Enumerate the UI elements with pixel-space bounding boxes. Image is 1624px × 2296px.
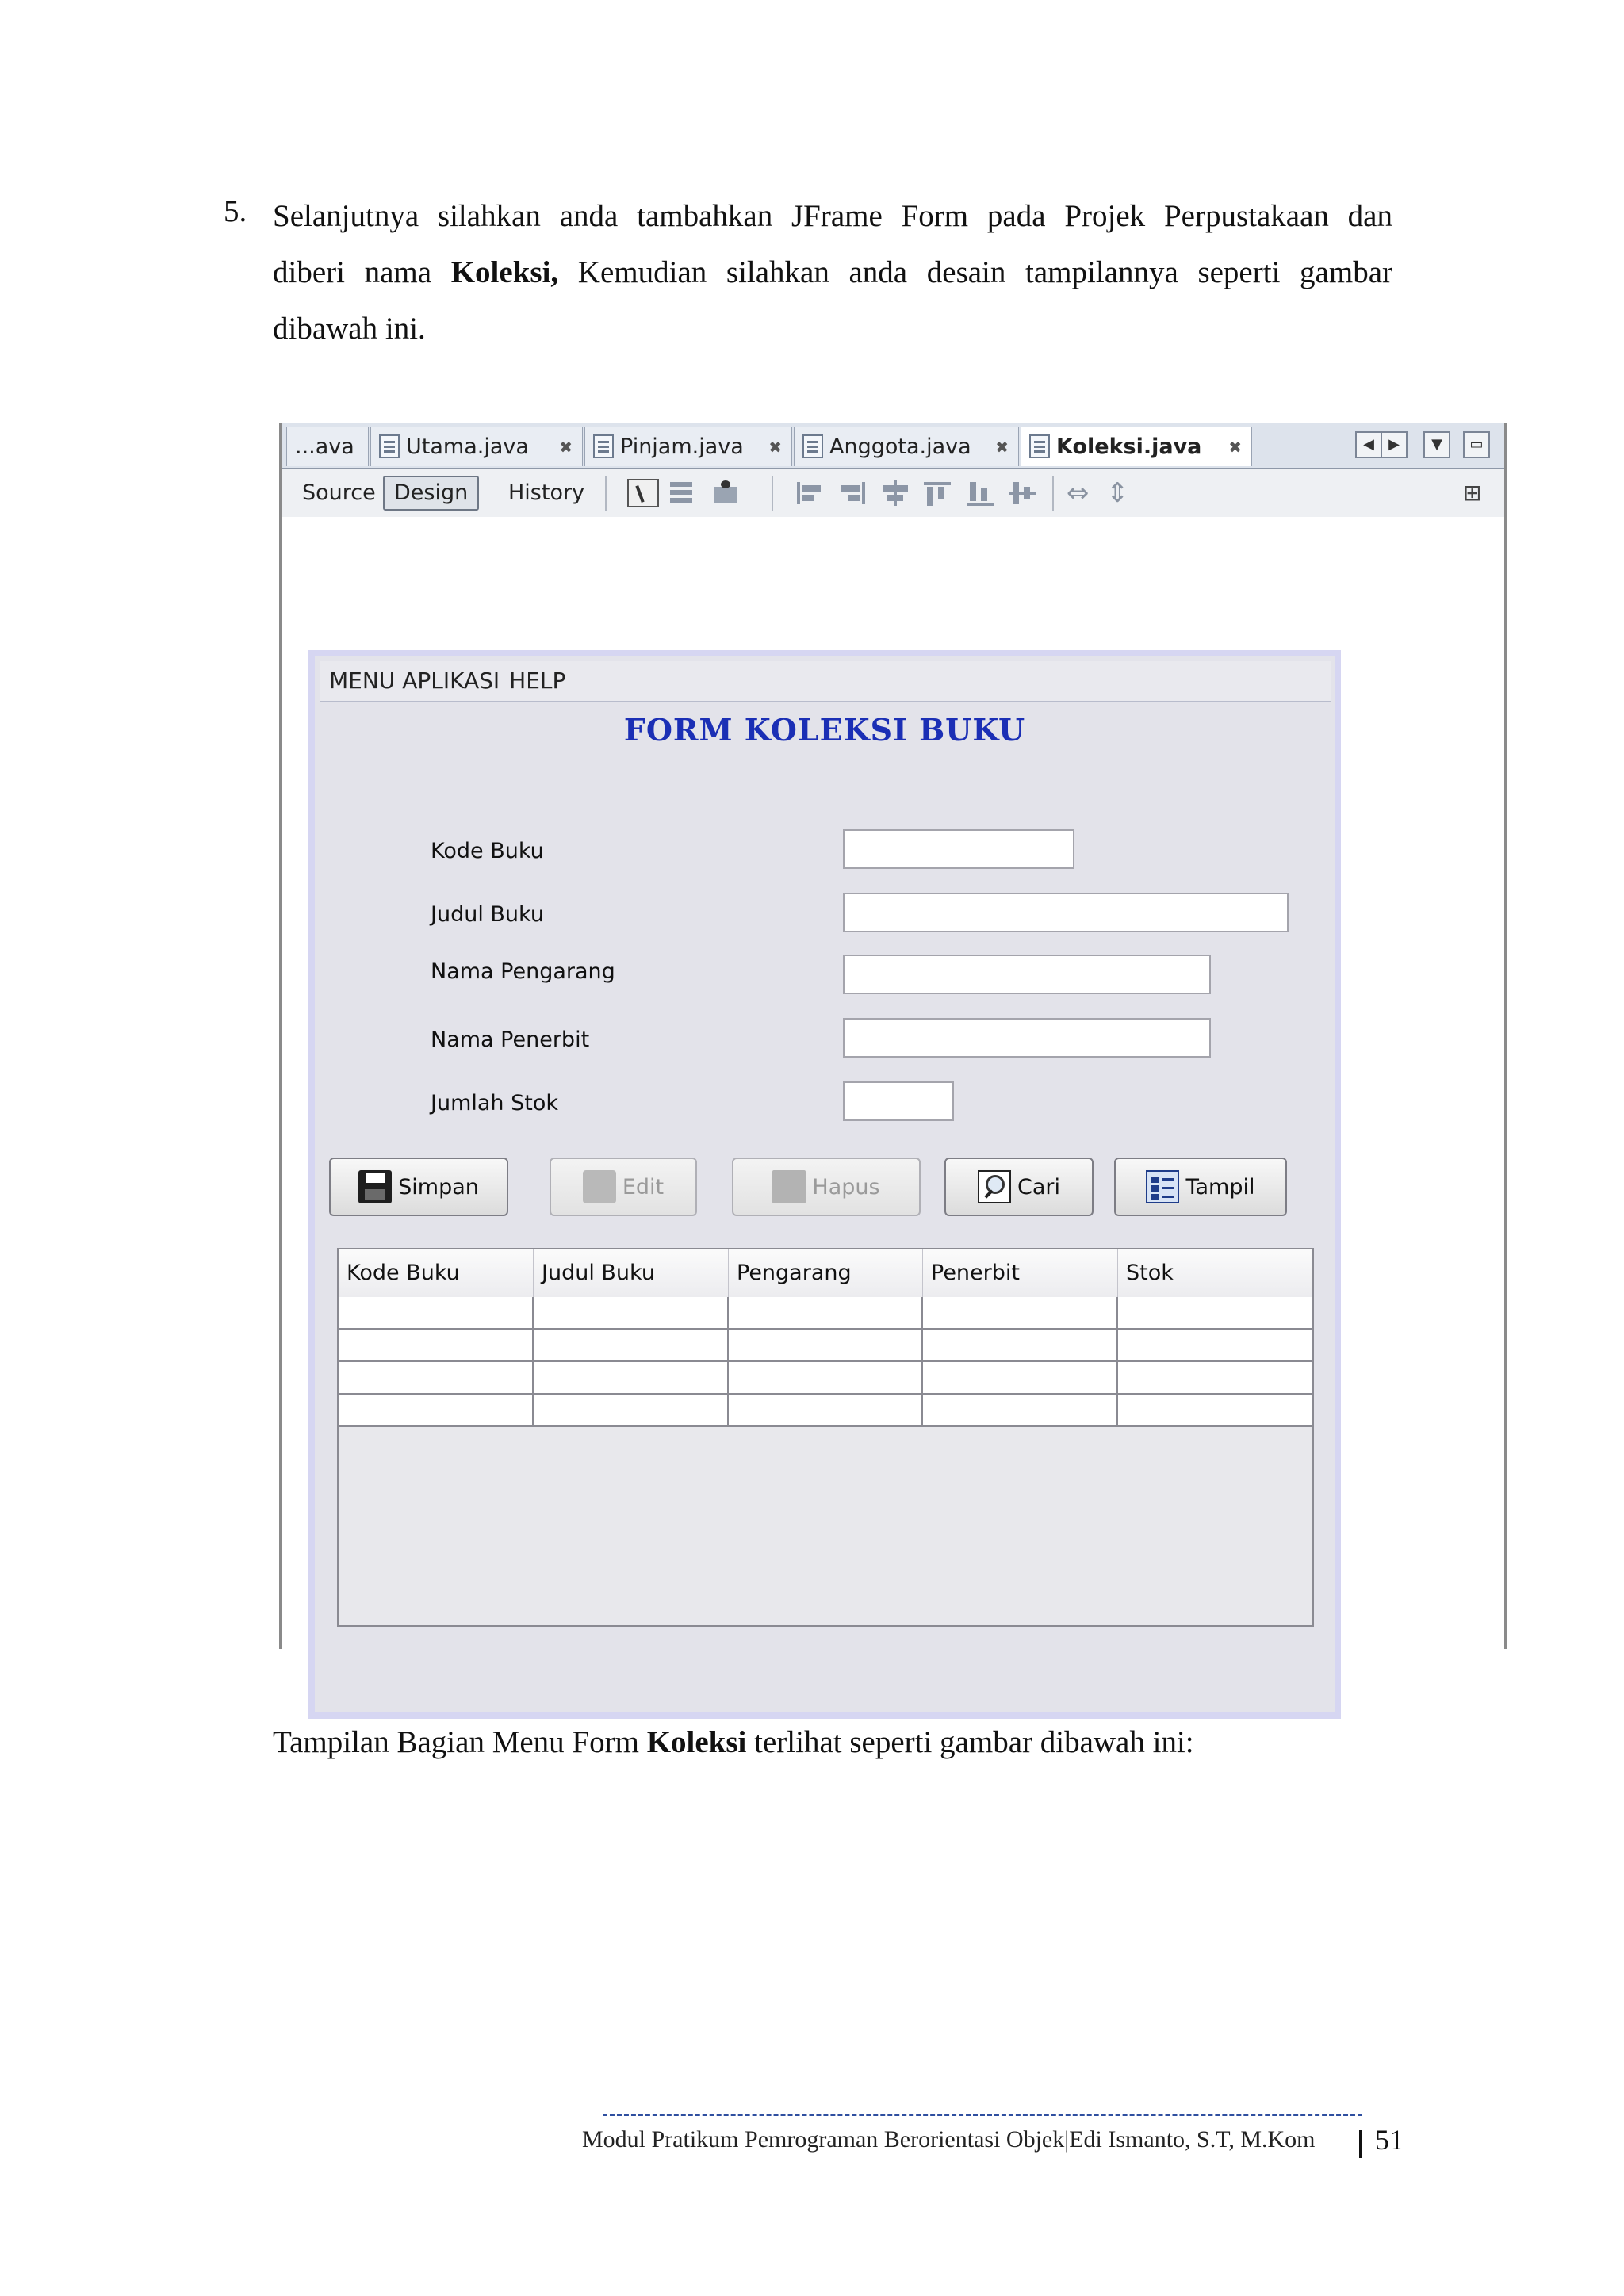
judul-buku-input[interactable]	[843, 893, 1289, 932]
jumlah-stok-input[interactable]	[843, 1081, 954, 1121]
close-tab-icon[interactable]: ✖	[1228, 438, 1242, 457]
table-header	[339, 1249, 1312, 1298]
preview-design-icon[interactable]	[710, 479, 741, 507]
table-cell[interactable]	[339, 1395, 534, 1427]
step-line-2-post: Kemudian silahkan anda desain tampilannya seperti gambar	[558, 255, 1392, 289]
step-number: 5.	[224, 194, 247, 228]
table-cell[interactable]	[339, 1330, 534, 1362]
table-cell[interactable]	[729, 1330, 923, 1362]
java-file-icon	[1029, 434, 1050, 458]
tab-label: Pinjam.java	[620, 434, 744, 459]
align-top-icon[interactable]	[922, 479, 954, 507]
close-tab-icon[interactable]: ✖	[559, 438, 573, 457]
hapus-button[interactable]	[732, 1158, 921, 1216]
java-file-icon	[802, 434, 823, 458]
label-judul-buku: Judul Buku	[431, 902, 544, 927]
step-line-3: dibawah ini.	[273, 312, 426, 346]
simpan-button[interactable]	[329, 1158, 508, 1216]
table-cell[interactable]	[534, 1362, 729, 1395]
after-text-post: terlihat seperti gambar dibawah ini:	[746, 1725, 1194, 1759]
step-line-1: Selanjutnya silahkan anda tambahkan JFrame Form pada Projek Perpustakaan dan	[273, 199, 1392, 233]
search-icon	[978, 1170, 1011, 1203]
list-icon	[1146, 1170, 1179, 1203]
tab-label: Koleksi.java	[1056, 434, 1202, 459]
table-cell[interactable]	[923, 1395, 1118, 1427]
selection-mode-icon[interactable]	[627, 479, 659, 507]
tampil-button-label: Tampil	[1185, 1174, 1255, 1200]
menu-aplikasi[interactable]: MENU APLIKASI	[329, 668, 500, 694]
label-nama-pengarang: Nama Pengarang	[431, 959, 615, 984]
save-icon	[358, 1170, 392, 1203]
table-row[interactable]	[339, 1330, 1312, 1362]
close-tab-icon[interactable]: ✖	[768, 438, 782, 457]
table-cell[interactable]	[1118, 1297, 1312, 1330]
tab-list-dropdown-icon[interactable]: ▼	[1423, 431, 1450, 458]
table-cell[interactable]	[729, 1297, 923, 1330]
close-tab-icon[interactable]: ✖	[995, 438, 1009, 457]
tab-pinjam[interactable]	[584, 427, 792, 466]
align-right-icon[interactable]	[837, 479, 868, 507]
tab-utama[interactable]	[370, 427, 583, 466]
java-file-icon	[593, 434, 614, 458]
toolbar-separator	[772, 476, 773, 511]
kode-buku-input[interactable]	[843, 829, 1074, 869]
toolbar-separator	[1052, 476, 1054, 511]
tampil-button[interactable]	[1114, 1158, 1287, 1216]
footer-dashed-line	[603, 2114, 1362, 2116]
after-text-bold: Koleksi	[646, 1725, 747, 1759]
table-row[interactable]	[339, 1297, 1312, 1330]
column-kode-buku[interactable]: Kode Buku	[339, 1249, 534, 1297]
center-vertically-icon[interactable]	[1008, 479, 1040, 507]
table-cell[interactable]	[534, 1330, 729, 1362]
footer-module-title: Modul Pratikum Pemrograman Berorientasi Objek|Edi Ismanto, S.T, M.Kom	[582, 2126, 1316, 2152]
table-row[interactable]	[339, 1395, 1312, 1427]
footer-separator	[1359, 2130, 1362, 2158]
label-nama-penerbit: Nama Penerbit	[431, 1027, 590, 1052]
table-cell[interactable]	[339, 1362, 534, 1395]
vertical-resize-icon[interactable]: ⇕	[1106, 477, 1129, 509]
frame-border-right	[1504, 423, 1507, 1649]
edit-icon	[583, 1170, 616, 1203]
table-cell[interactable]	[923, 1330, 1118, 1362]
table-cell[interactable]	[729, 1362, 923, 1395]
jframe-form-koleksi	[308, 650, 1341, 1719]
table-cell[interactable]	[729, 1395, 923, 1427]
ide-screenshot	[279, 423, 1507, 1649]
palette-grid-icon[interactable]: ⊞	[1463, 480, 1482, 506]
edit-button-label: Edit	[622, 1174, 665, 1200]
source-view-button[interactable]: Source	[302, 480, 376, 505]
column-judul-buku[interactable]: Judul Buku	[534, 1249, 729, 1297]
design-view-button[interactable]: Design	[383, 476, 479, 511]
delete-icon	[772, 1170, 806, 1203]
label-jumlah-stok: Jumlah Stok	[431, 1091, 558, 1115]
table-cell[interactable]	[923, 1297, 1118, 1330]
nama-pengarang-input[interactable]	[843, 955, 1211, 994]
design-canvas	[282, 517, 1504, 1649]
menu-help[interactable]: HELP	[509, 668, 566, 694]
column-pengarang[interactable]: Pengarang	[729, 1249, 923, 1297]
history-view-button[interactable]: History	[508, 480, 585, 505]
table-cell[interactable]	[923, 1362, 1118, 1395]
table-row[interactable]	[339, 1362, 1312, 1395]
scroll-tabs-left-icon[interactable]: ◀	[1355, 431, 1382, 458]
table-cell[interactable]	[1118, 1330, 1312, 1362]
form-name-koleksi: Koleksi,	[450, 255, 559, 289]
nama-penerbit-input[interactable]	[843, 1018, 1211, 1058]
maximize-window-icon[interactable]: ▭	[1463, 431, 1490, 458]
koleksi-table[interactable]	[337, 1248, 1314, 1627]
table-cell[interactable]	[1118, 1395, 1312, 1427]
step-paragraph	[273, 188, 1392, 357]
tab-ava[interactable]	[286, 427, 369, 466]
java-file-icon	[379, 434, 400, 458]
align-bottom-icon[interactable]	[965, 479, 997, 507]
label-kode-buku: Kode Buku	[431, 839, 544, 863]
horizontal-resize-icon[interactable]: ⇔	[1067, 477, 1090, 509]
connection-mode-icon[interactable]	[665, 479, 697, 507]
step-line-2	[273, 244, 1392, 300]
after-text-pre: Tampilan Bagian Menu Form	[273, 1725, 647, 1759]
center-horizontally-icon[interactable]	[879, 479, 911, 507]
edit-button[interactable]	[550, 1158, 697, 1216]
table-cell[interactable]	[1118, 1362, 1312, 1395]
scroll-tabs-right-icon[interactable]: ▶	[1381, 431, 1408, 458]
tab-anggota[interactable]	[794, 427, 1019, 466]
column-penerbit[interactable]: Penerbit	[923, 1249, 1118, 1297]
form-title: FORM KOLEKSI BUKU	[623, 712, 1026, 748]
table-cell[interactable]	[339, 1297, 534, 1330]
cari-button-label: Cari	[1017, 1174, 1060, 1200]
tab-koleksi[interactable]	[1021, 427, 1252, 466]
tab-label: Anggota.java	[829, 434, 971, 459]
page-number: 51	[1375, 2124, 1404, 2156]
after-figure-text	[273, 1714, 1392, 1770]
cari-button[interactable]	[944, 1158, 1094, 1216]
editor-tab-bar	[282, 423, 1504, 469]
toolbar-separator	[605, 476, 607, 511]
table-cell[interactable]	[534, 1297, 729, 1330]
tab-label: Utama.java	[406, 434, 529, 459]
align-left-icon[interactable]	[794, 479, 825, 507]
hapus-button-label: Hapus	[812, 1174, 880, 1200]
step-line-2-pre: diberi nama	[273, 255, 451, 289]
simpan-button-label: Simpan	[398, 1174, 479, 1200]
column-stok[interactable]: Stok	[1126, 1261, 1174, 1285]
menu-bar	[320, 661, 1331, 702]
tab-label: ...ava	[295, 434, 354, 459]
design-toolbar	[282, 469, 1504, 517]
table-cell[interactable]	[534, 1395, 729, 1427]
